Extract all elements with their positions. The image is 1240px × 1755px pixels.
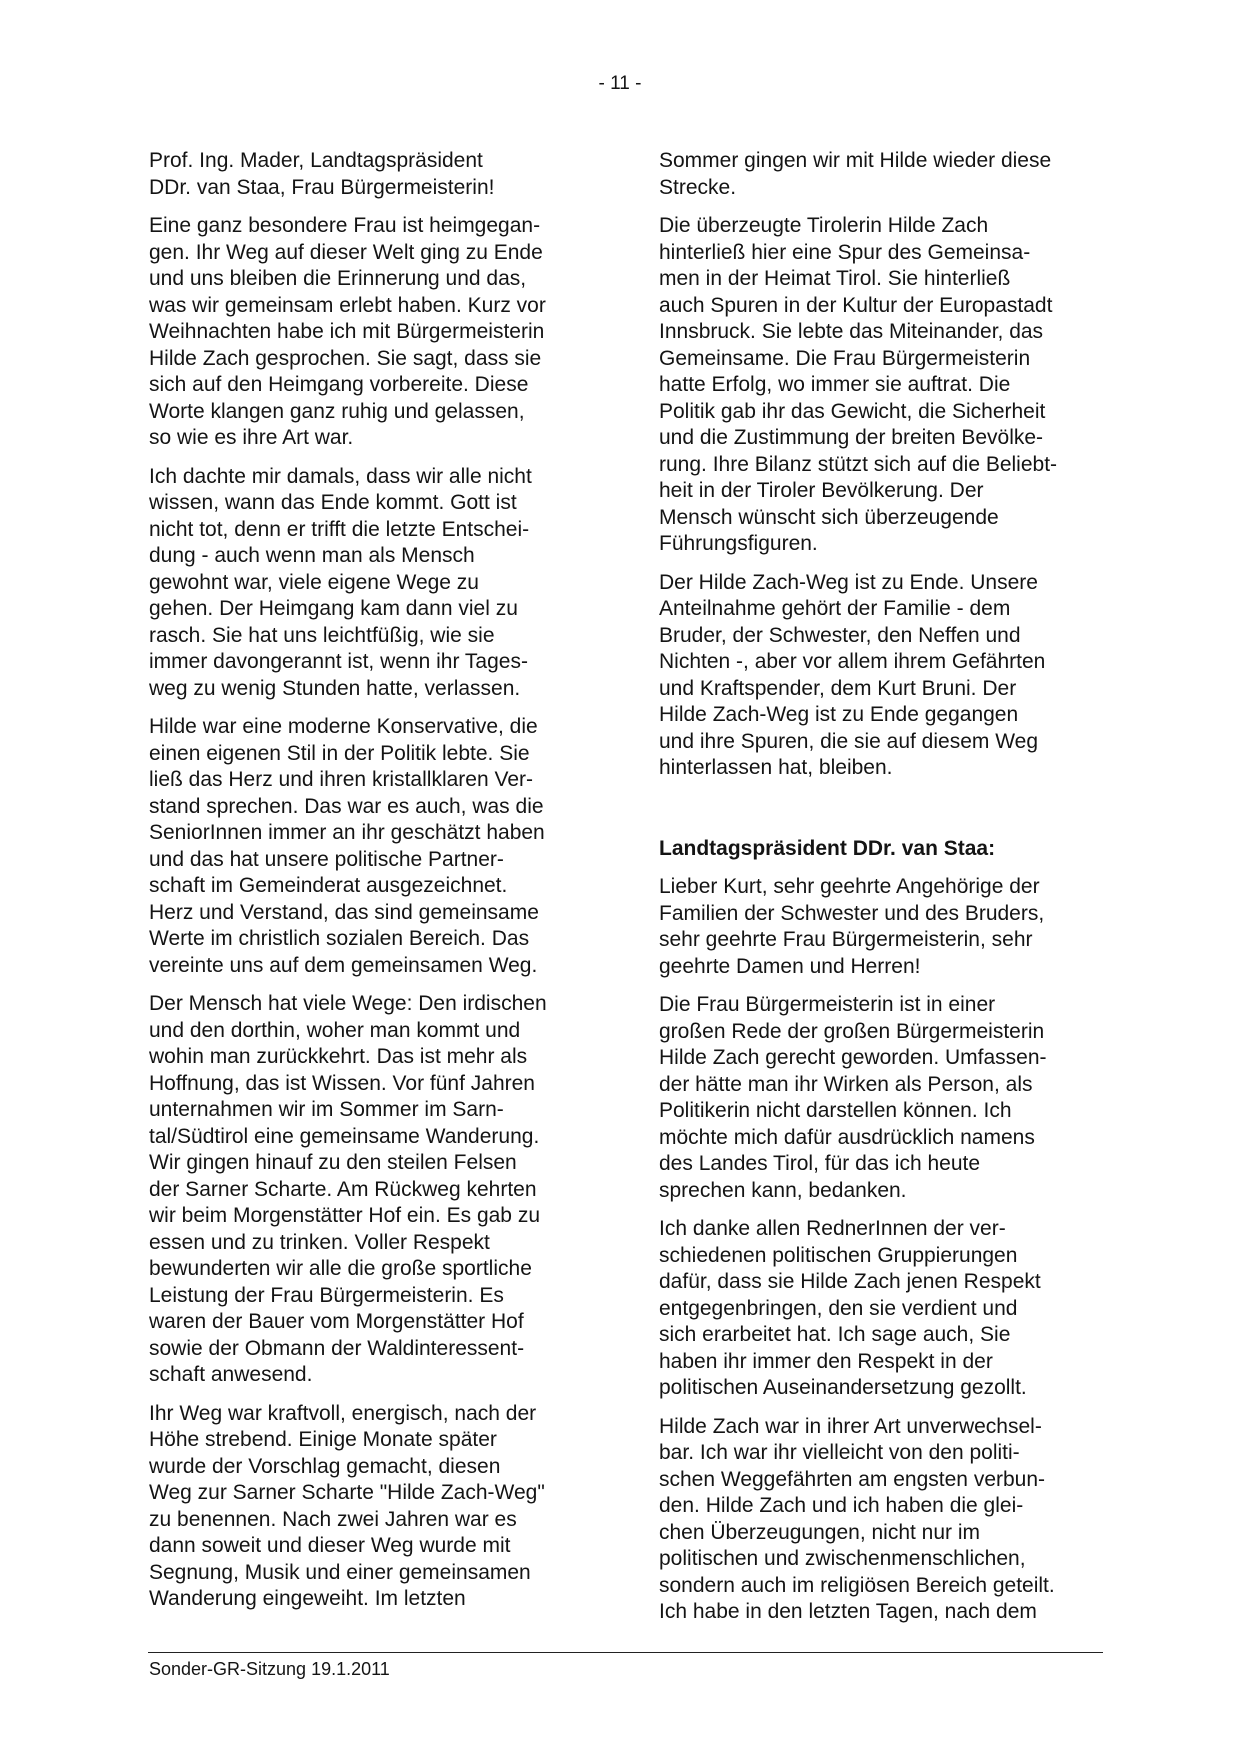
text-line: wohin man zurückkehrt. Das ist mehr als xyxy=(149,1045,528,1068)
text-line: Lieber Kurt, sehr geehrte Angehörige der xyxy=(659,875,1040,898)
text-line: Segnung, Musik und einer gemeinsamen xyxy=(149,1560,531,1584)
text-line: hinterlassen hat, bleiben. xyxy=(659,756,893,779)
paragraph xyxy=(149,991,589,1389)
text-line: und ihre Spuren, die sie auf diesem Weg xyxy=(659,729,1039,753)
text-line: Höhe strebend. Einige Monate später xyxy=(149,1428,497,1451)
text-line: Innsbruck. Sie lebte das Miteinander, das xyxy=(659,320,1044,343)
text-line: schaft im Gemeinderat ausgezeichnet. xyxy=(149,874,508,897)
text-line: Der Mensch hat viele Wege: Den irdischen xyxy=(149,992,547,1015)
text-line: Strecke. xyxy=(659,175,737,199)
text-line: Politik gab ihr das Gewicht, die Sicherheit xyxy=(659,399,1046,423)
text-line: Bruder, der Schwester, den Neffen und xyxy=(659,623,1021,647)
text-line: Weg zur Sarner Scharte "Hilde Zach-Weg" xyxy=(149,1481,545,1504)
text-line: bewunderten wir alle die große sportliche xyxy=(149,1257,532,1280)
paragraph xyxy=(659,570,1104,782)
text-line: Familien der Schwester und des Bruders, xyxy=(659,901,1045,925)
text-line: immer davongerannt ist, wenn ihr Tages- xyxy=(149,650,528,673)
text-line: politischen und zwischenmenschlichen, xyxy=(659,1547,1026,1570)
text-line: Worte klangen ganz ruhig und gelassen, xyxy=(149,399,525,423)
paragraph xyxy=(149,714,589,979)
text-line: Ich danke allen RednerInnen der ver- xyxy=(659,1217,1006,1240)
text-line: men in der Heimat Tirol. Sie hinterließ xyxy=(659,267,1011,290)
paragraph xyxy=(659,992,1104,1204)
text-line: ließ das Herz und ihren kristallklaren Ver- xyxy=(149,768,533,791)
text-line: essen und zu trinken. Voller Respekt xyxy=(149,1230,490,1254)
text-line: Hilde Zach-Weg ist zu Ende gegangen xyxy=(659,703,1019,726)
text-line: gen. Ihr Weg auf dieser Welt ging zu Ende xyxy=(149,240,543,264)
text-line: geehrte Damen und Herren! xyxy=(659,954,921,978)
text-line: Mensch wünscht sich überzeugende xyxy=(659,505,999,529)
footer-divider xyxy=(148,1652,1103,1653)
text-line: Hilde Zach gerecht geworden. Umfassen- xyxy=(659,1046,1047,1069)
text-line: Ich habe in den letzten Tagen, nach dem xyxy=(659,1600,1037,1623)
text-line: Leistung der Frau Bürgermeisterin. Es xyxy=(149,1283,504,1307)
text-line: dafür, dass sie Hilde Zach jenen Respekt xyxy=(659,1270,1041,1293)
text-line: wir beim Morgenstätter Hof ein. Es gab zu xyxy=(149,1204,541,1227)
text-line: Die Frau Bürgermeisterin ist in einer xyxy=(659,993,996,1016)
text-line: großen Rede der großen Bürgermeisterin xyxy=(659,1019,1045,1043)
text-line: Nichten -, aber vor allem ihrem Gefährten xyxy=(659,650,1046,673)
text-line: SeniorInnen immer an ihr geschätzt haben xyxy=(149,821,545,844)
text-line: gehen. Der Heimgang kam dann viel zu xyxy=(149,597,518,620)
text-line: schen Weggefährten am engsten verbun- xyxy=(659,1467,1046,1491)
text-line: sich auf den Heimgang vorbereite. Diese xyxy=(149,373,529,396)
text-line: gewohnt war, viele eigene Wege zu xyxy=(149,570,479,594)
text-line: unternahmen wir im Sommer im Sarn- xyxy=(149,1098,504,1121)
text-line: und das hat unsere politische Partner- xyxy=(149,847,504,871)
text-line: heit in der Tiroler Bevölkerung. Der xyxy=(659,479,984,502)
text-line: Der Hilde Zach-Weg ist zu Ende. Unsere xyxy=(659,570,1038,594)
text-line: und uns bleiben die Erinnerung und das, xyxy=(149,267,527,290)
paragraph xyxy=(149,464,589,703)
text-line: Anteilnahme gehört der Familie - dem xyxy=(659,597,1011,620)
text-line: stand sprechen. Das war es auch, was die xyxy=(149,794,544,818)
text-line: sich erarbeitet hat. Ich sage auch, Sie xyxy=(659,1323,1011,1346)
text-line: was wir gemeinsam erlebt haben. Kurz vor xyxy=(149,293,546,317)
text-line: tal/Südtirol eine gemeinsame Wanderung. xyxy=(149,1124,540,1148)
text-line: schaft anwesend. xyxy=(149,1363,313,1386)
text-line: Hilde Zach gesprochen. Sie sagt, dass sie xyxy=(149,346,542,370)
text-line: vereinte uns auf dem gemeinsamen Weg. xyxy=(149,953,538,977)
text-line: schiedenen politischen Gruppierungen xyxy=(659,1243,1018,1267)
text-line: des Landes Tirol, für das ich heute xyxy=(659,1152,981,1175)
paragraph xyxy=(149,1401,589,1613)
footer-text: Sonder-GR-Sitzung 19.1.2011 xyxy=(149,1659,390,1679)
text-line: Die überzeugte Tirolerin Hilde Zach xyxy=(659,214,989,237)
text-line: sehr geehrte Frau Bürgermeisterin, sehr xyxy=(659,928,1033,951)
text-line: Prof. Ing. Mader, Landtagspräsident xyxy=(149,149,483,172)
text-line: der Sarner Scharte. Am Rückweg kehrten xyxy=(149,1177,537,1201)
text-line: Führungsfiguren. xyxy=(659,532,818,555)
paragraph xyxy=(149,148,589,201)
text-line: und den dorthin, woher man kommt und xyxy=(149,1018,521,1042)
section-heading: Landtagspräsident DDr. van Staa: xyxy=(659,836,996,860)
text-line: entgegenbringen, den sie verdient und xyxy=(659,1296,1018,1320)
text-line: zu benennen. Nach zwei Jahren war es xyxy=(149,1507,517,1531)
text-line: Wir gingen hinauf zu den steilen Felsen xyxy=(149,1151,517,1174)
text-line: so wie es ihre Art war. xyxy=(149,426,354,449)
paragraph xyxy=(659,213,1104,558)
text-line: nicht tot, denn er trifft die letzte Entschei- xyxy=(149,517,530,541)
text-line: Weihnachten habe ich mit Bürgermeisterin xyxy=(149,320,545,343)
text-line: bar. Ich war ihr vielleicht von den politi- xyxy=(659,1441,1020,1464)
text-line: Ihr Weg war kraftvoll, energisch, nach der xyxy=(149,1401,537,1425)
paragraph xyxy=(659,1216,1104,1402)
text-line: rung. Ihre Bilanz stützt sich auf die Beliebt- xyxy=(659,452,1058,476)
right-column xyxy=(659,148,1104,1638)
text-line: weg zu wenig Stunden hatte, verlassen. xyxy=(149,676,521,700)
text-line: Gemeinsame. Die Frau Bürgermeisterin xyxy=(659,346,1031,370)
text-line: wurde der Vorschlag gemacht, diesen xyxy=(149,1454,501,1478)
page-number: - 11 - xyxy=(598,73,642,94)
text-line: politischen Auseinandersetzung gezollt. xyxy=(659,1376,1027,1399)
left-column xyxy=(149,148,589,1625)
text-line: Herz und Verstand, das sind gemeinsame xyxy=(149,900,539,924)
text-line: Hoffnung, das ist Wissen. Vor fünf Jahren xyxy=(149,1071,535,1095)
paragraph xyxy=(659,1414,1104,1626)
text-line: möchte mich dafür ausdrücklich namens xyxy=(659,1125,1035,1149)
text-line: Politikerin nicht darstellen können. Ich xyxy=(659,1099,1012,1122)
text-line: den. Hilde Zach und ich haben die glei- xyxy=(659,1494,1024,1517)
paragraph xyxy=(149,213,589,452)
text-line: sondern auch im religiösen Bereich geteilt. xyxy=(659,1573,1055,1597)
text-line: dann soweit und dieser Weg wurde mit xyxy=(149,1534,511,1557)
text-line: Hilde Zach war in ihrer Art unverwechsel- xyxy=(659,1414,1042,1438)
text-line: DDr. van Staa, Frau Bürgermeisterin! xyxy=(149,175,495,199)
text-line: sowie der Obmann der Waldinteressent- xyxy=(149,1336,525,1360)
text-line: chen Überzeugungen, nicht nur im xyxy=(659,1520,981,1544)
text-line: dung - auch wenn man als Mensch xyxy=(149,544,475,567)
text-line: sprechen kann, bedanken. xyxy=(659,1178,907,1202)
text-line: Hilde war eine moderne Konservative, die xyxy=(149,715,538,738)
text-line: rasch. Sie hat uns leichtfüßig, wie sie xyxy=(149,623,495,647)
text-line: und die Zustimmung der breiten Bevölke- xyxy=(659,426,1044,449)
text-line: der hätte man ihr Wirken als Person, als xyxy=(659,1072,1033,1096)
text-line: hinterließ hier eine Spur des Gemeinsa- xyxy=(659,240,1031,264)
text-line: Ich dachte mir damals, dass wir alle nicht xyxy=(149,464,532,488)
text-line: hatte Erfolg, wo immer sie auftrat. Die xyxy=(659,373,1011,396)
text-line: Werte im christlich sozialen Bereich. Das xyxy=(149,927,530,950)
text-line: Eine ganz besondere Frau ist heimgegan- xyxy=(149,214,541,237)
text-line: waren der Bauer vom Morgenstätter Hof xyxy=(149,1310,524,1333)
paragraph xyxy=(659,874,1104,980)
paragraph xyxy=(659,148,1104,201)
text-line: und Kraftspender, dem Kurt Bruni. Der xyxy=(659,676,1017,700)
text-line: Sommer gingen wir mit Hilde wieder diese xyxy=(659,149,1052,172)
text-line: einen eigenen Stil in der Politik lebte. Sie xyxy=(149,741,530,765)
text-line: Wanderung eingeweiht. Im letzten xyxy=(149,1587,466,1610)
text-line: auch Spuren in der Kultur der Europastadt xyxy=(659,293,1053,317)
text-line: wissen, wann das Ende kommt. Gott ist xyxy=(149,491,517,514)
text-line: haben ihr immer den Respekt in der xyxy=(659,1349,993,1373)
